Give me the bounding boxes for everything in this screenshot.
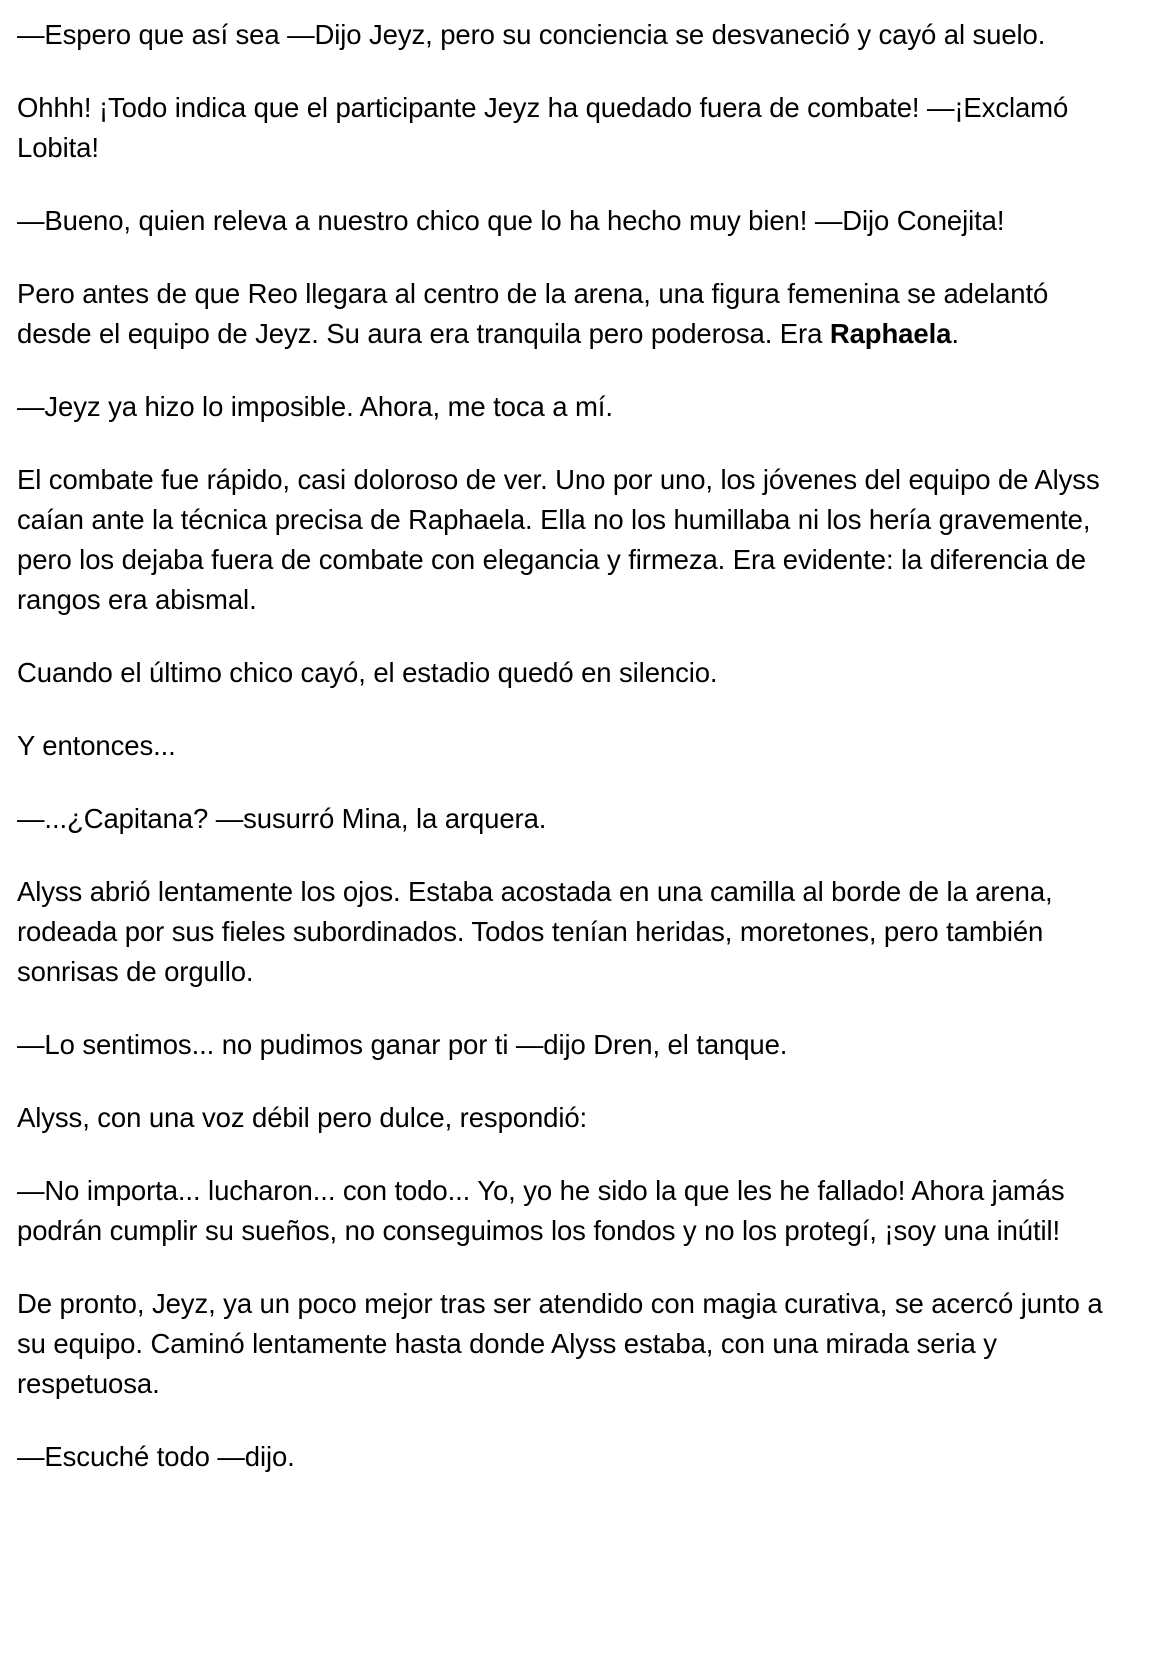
character-name-raphaela: Raphaela (829, 318, 952, 349)
paragraph-1: —Espero que así sea —Dijo Jeyz, pero su conciencia se desvaneció y cayó al suelo. (17, 19, 1046, 50)
paragraph-9: —...¿Capitana? —susurró Mina, la arquera. (17, 803, 547, 834)
paragraph-4 (17, 274, 1127, 354)
paragraph-14: De pronto, Jeyz, ya un poco mejor tras ser atendido con magia curativa, se acercó junto a su equipo. Caminó lentamente hasta donde Alyss estaba, con una mirada seria y respetuosa. (17, 1288, 1103, 1399)
paragraph-15: —Escuché todo —dijo. (17, 1441, 295, 1472)
paragraph-7: Cuando el último chico cayó, el estadio quedó en silencio. (17, 657, 718, 688)
paragraph-5: —Jeyz ya hizo lo imposible. Ahora, me toca a mí. (17, 391, 613, 422)
paragraph-13: —No importa... lucharon... con todo... Yo, yo he sido la que les he fallado! Ahora jamás podrán cumplir su sueños, no conseguimos los fondos y no los protegí, ¡soy una inútil! (17, 1175, 1065, 1246)
paragraph-8: Y entonces... (17, 730, 176, 761)
paragraph-3: —Bueno, quien releva a nuestro chico que lo ha hecho muy bien! —Dijo Conejita! (17, 205, 1005, 236)
paragraph-10: Alyss abrió lentamente los ojos. Estaba acostada en una camilla al borde de la arena, rodeada por sus fieles subordinados. Todos tenían heridas, moretones, pero también sonrisas de orgullo. (17, 876, 1053, 987)
paragraph-6: El combate fue rápido, casi doloroso de ver. Uno por uno, los jóvenes del equipo de Alyss caían ante la técnica precisa de Raphaela. Ella no los humillaba ni los hería gravemente, pero los dejaba fuera de combate con elegancia y firmeza. Era evidente: la diferencia de rangos era abismal. (17, 464, 1100, 615)
paragraph-12: Alyss, con una voz débil pero dulce, respondió: (17, 1102, 588, 1133)
paragraph-11: —Lo sentimos... no pudimos ganar por ti —dijo Dren, el tanque. (17, 1029, 788, 1060)
paragraph-4-text-after: . (951, 318, 959, 349)
paragraph-2: Ohhh! ¡Todo indica que el participante Jeyz ha quedado fuera de combate! —¡Exclamó Lobita! (17, 92, 1069, 163)
paragraph-4-text-before: Pero antes de que Reo llegara al centro de la arena, una figura femenina se adelantó desde el equipo de Jeyz. Su aura era tranquila pero poderosa. Era (17, 278, 1049, 349)
